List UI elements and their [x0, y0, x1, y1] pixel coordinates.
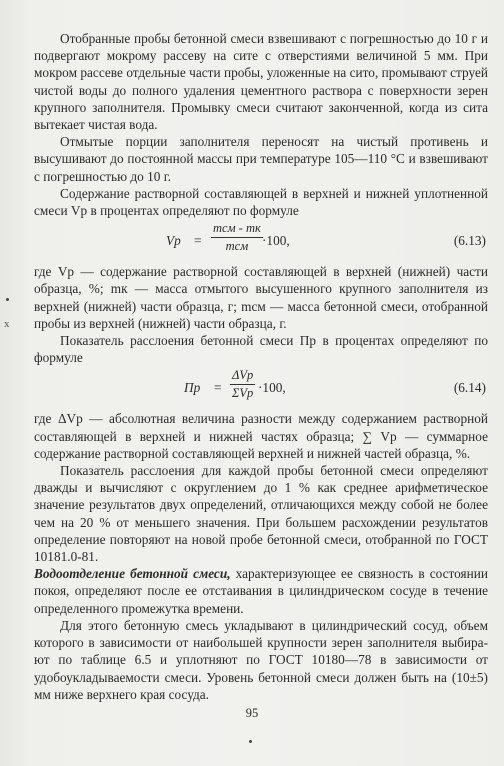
formula-equals: =	[214, 380, 222, 396]
paragraph-7: Показатель расслоения для каждой пробы бетонной смеси определяют дважды и вычисляют с округлением до 1 % как среднее арифметическое значение результатов двух определений, отличающихся между собой не более чем на 20 % от меньшего значения. При большем расхождении результатов определение повторяют на новой пробе бетонной смеси, отобранной по ГОСТ 10181.0-81.	[34, 463, 488, 565]
paragraph-8	[34, 565, 488, 617]
fraction-denominator: mсм	[225, 239, 249, 254]
paragraph-2: Отмытые порции заполнителя переносят на чистый противень и высушивают до постоянной массы при температуре 105—110 °С и взвешивают с погрешностью до 10 г.	[34, 134, 488, 184]
paragraph-8-text: характеризующее ее связность в состоянии покоя, определяют после ее отстаивания в цилиндрическом сосуде в течение определенного промежутка времени.	[34, 566, 488, 616]
fraction-bar	[230, 384, 255, 385]
speck-dot	[249, 740, 252, 743]
page-body	[34, 30, 488, 703]
formula-fraction	[230, 368, 255, 401]
paragraph-6: где ΔVр — абсолютная величина разности между содержанием растворной составляющей в верхней и нижней частях образца; ∑ Vр — суммарное содержание растворной составляющей верхней и нижней частей образца, %.	[34, 411, 488, 461]
formula-fraction	[211, 221, 263, 254]
paragraph-9: Для этого бетонную смесь укладывают в цилиндрический сосуд, объем которого в зависимости от наибольшей крупности зерен заполнителя выбира-ют по таблице 6.5 и уплотняют по ГОСТ 10180—78 в зависимости от удобоукладываемости смеси. Уровень бетонной смеси должен быть на (10±5) мм ниже верхнего края сосуда.	[34, 617, 488, 702]
margin-mark: x	[4, 318, 10, 330]
formula-multiplier: ·100,	[258, 380, 286, 396]
formula-multiplier: ·100,	[262, 233, 290, 249]
paragraph-1: Отобранные пробы бетонной смеси взвешивают с погрешностью до 10 г и подвергают мокрому рассеву на сите с отверстиями величиной 5 мм. При мокром рассеве отдельные части пробы, уложенные на сито, промывают струей чистой воды до полного удаления цементного раствора с поверхности зерен крупного заполнителя. Промывку смеси считают законченной, когда из сита вытекает чистая вода.	[34, 31, 488, 133]
page-number: 95	[245, 706, 259, 720]
fraction-denominator: ΣVр	[231, 386, 254, 401]
formula-number: (6.13)	[453, 233, 486, 249]
fraction-numerator: ΔVр	[232, 368, 254, 383]
formula-6-13	[34, 221, 488, 261]
speck-dot	[6, 298, 9, 301]
paragraph-4: где Vр — содержание растворной составляющей в верхней (нижней) части образца, %; mк — масса отмытого высушенного крупного заполнителя из верхней (нижней) части образца, г; mсм — масса бетонной смеси, отобранной пробы из верхней (нижней) части образца, г.	[34, 264, 488, 331]
fraction-bar	[211, 237, 263, 238]
term-bold-italic: Водоотделение бетонной смеси,	[34, 566, 231, 582]
formula-lhs: Пр	[184, 380, 201, 396]
formula-number: (6.14)	[453, 380, 486, 396]
formula-equals: =	[194, 233, 202, 249]
formula-lhs: Vр	[166, 233, 181, 249]
paragraph-3: Содержание растворной составляющей в верхней и нижней уплотненной смеси Vр в процентах определяют по формуле	[34, 185, 488, 219]
fraction-numerator: mсм - mк	[213, 221, 261, 236]
paragraph-5: Показатель расслоения бетонной смеси Пр в процентах определяют по формуле	[34, 333, 488, 366]
formula-6-14	[34, 368, 488, 408]
